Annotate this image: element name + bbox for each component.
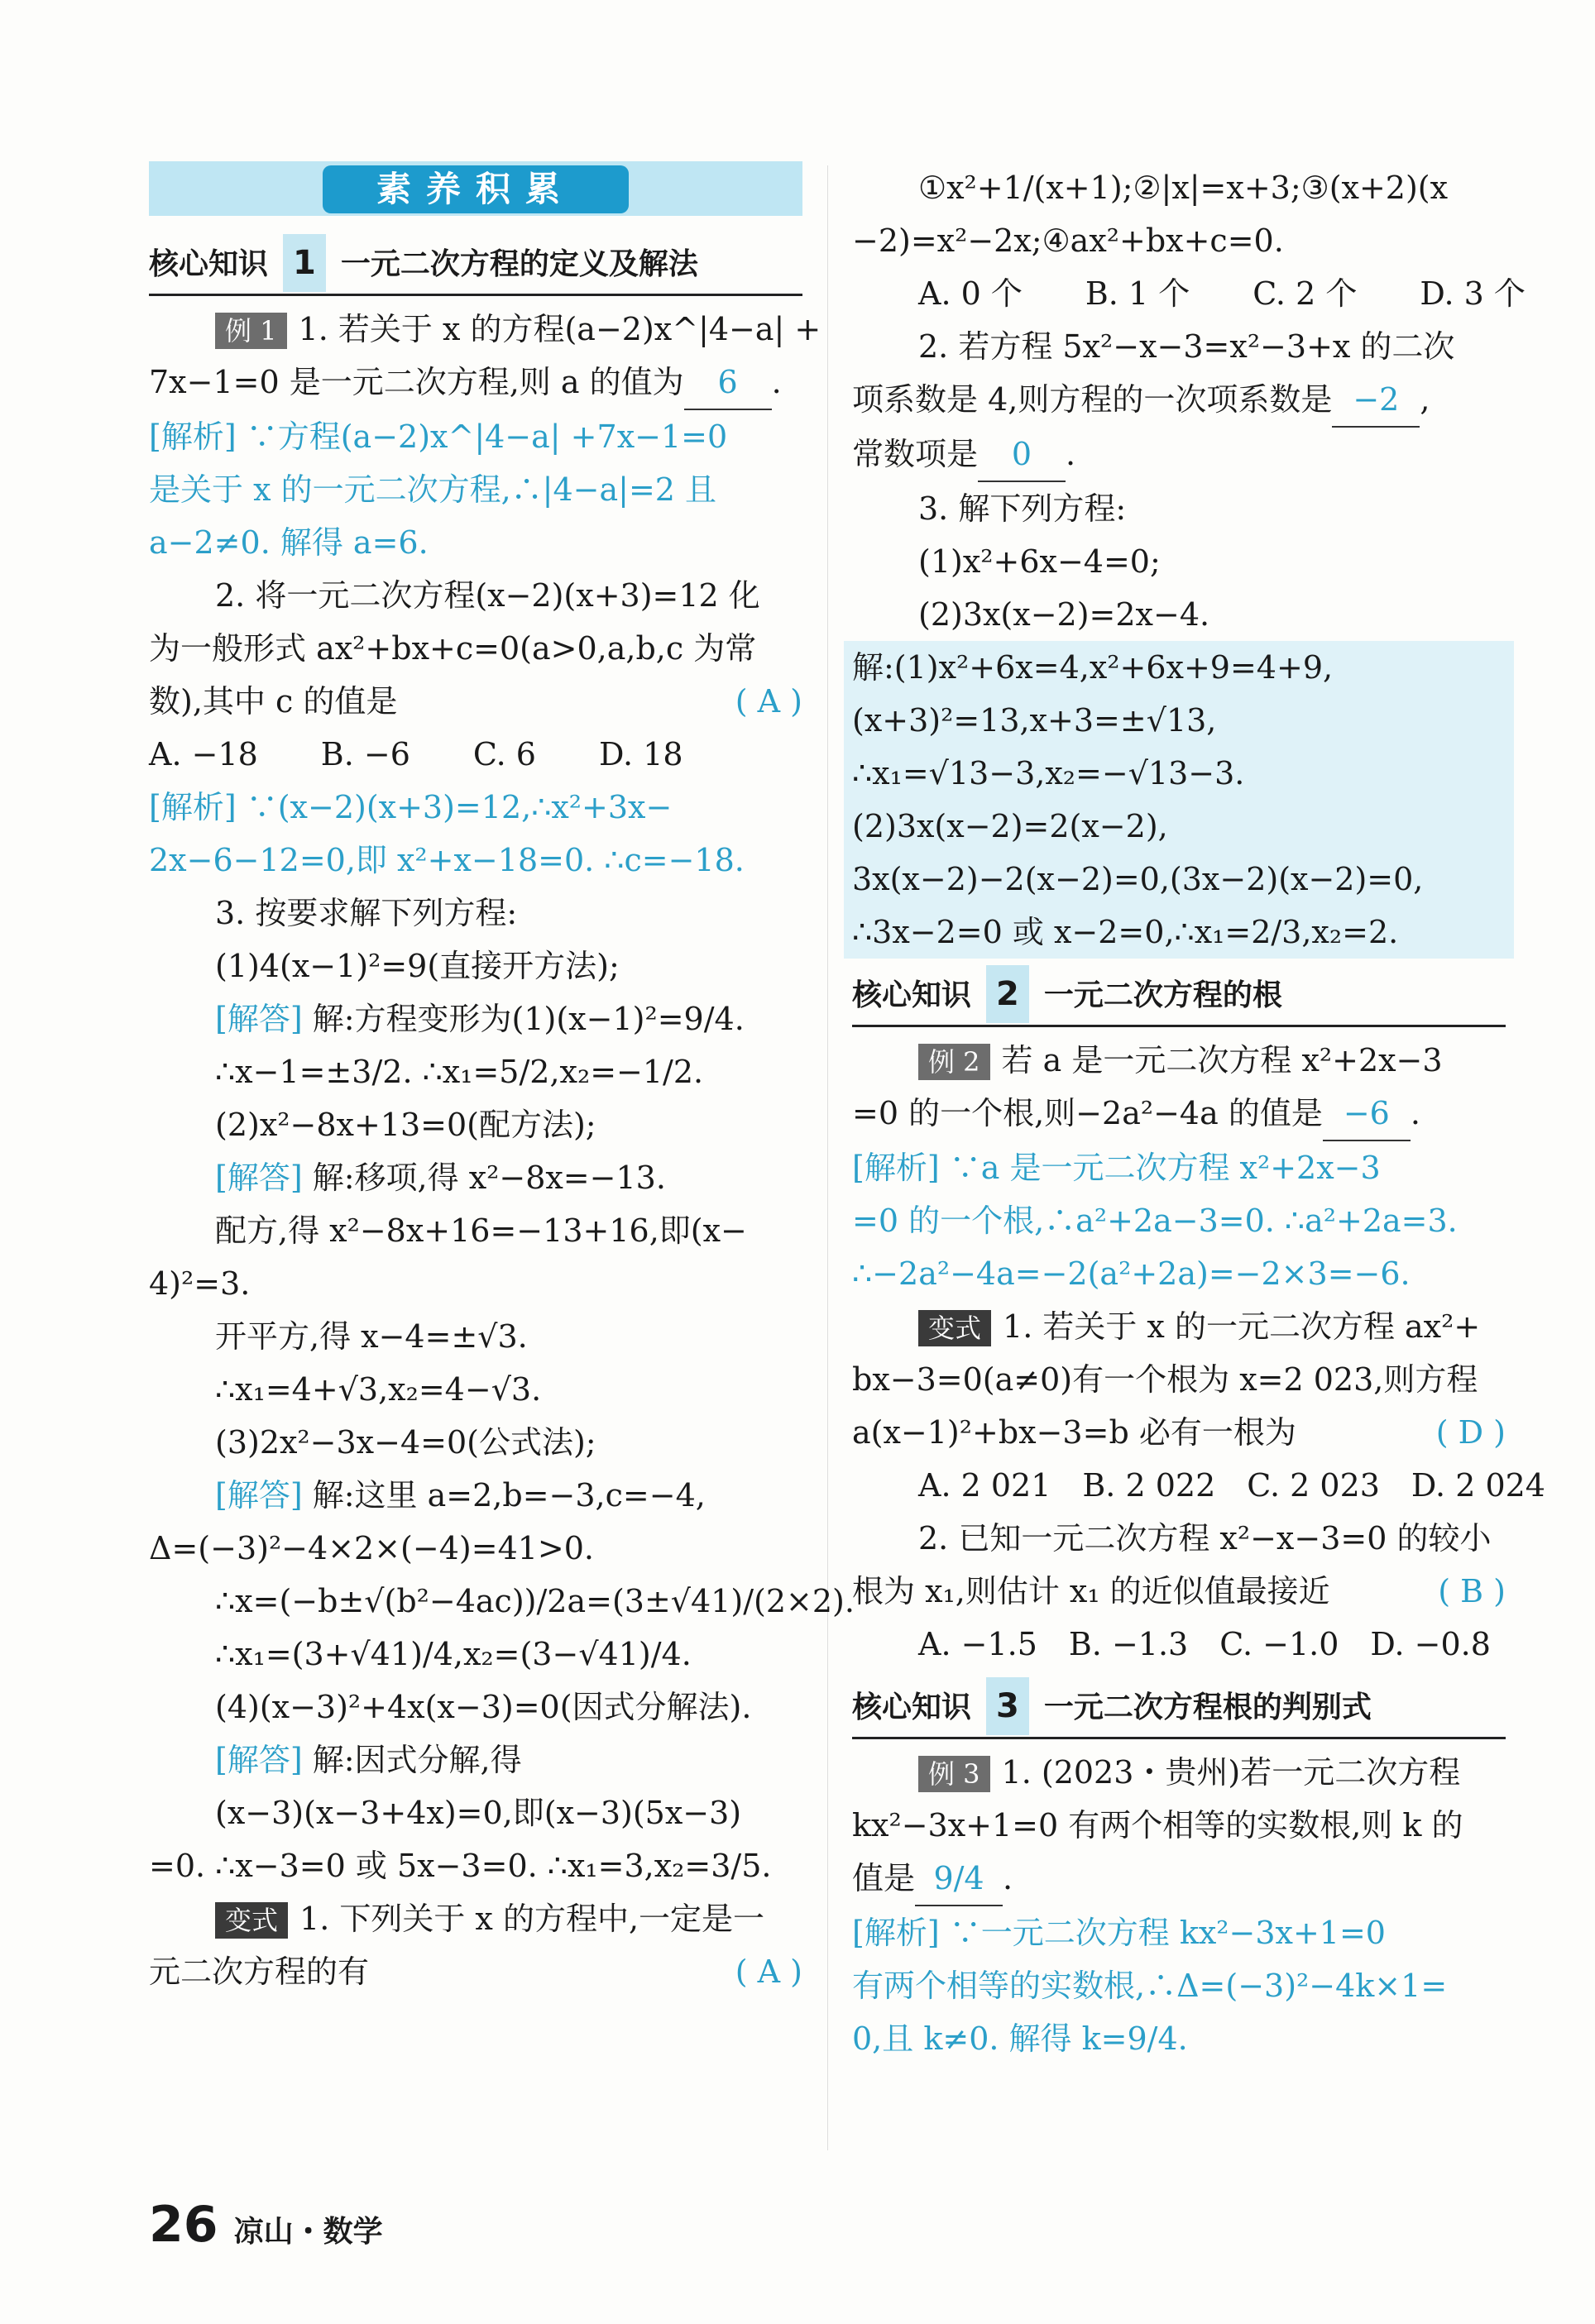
line-text: 值是 <box>852 1860 916 1896</box>
text-line <box>149 1204 802 1257</box>
analysis-line <box>852 1959 1506 2012</box>
line-text: 3. 按要求解下列方程: <box>215 895 518 931</box>
text-line <box>852 373 1506 428</box>
line-text: 0,且 k≠0. 解得 k=9/4. <box>852 2020 1188 2057</box>
line-text: (x+3)²=13,x+3=±√13, <box>852 702 1217 739</box>
text-line <box>149 303 821 356</box>
line-text: A. 2 021 B. 2 022 C. 2 023 D. 2 024 <box>918 1467 1545 1504</box>
line-text: 为一般形式 ax²+bx+c=0(a>0,a,b,c 为常 <box>149 630 757 667</box>
choice-answer: ( D ) <box>1435 1414 1506 1451</box>
line-text: 7x−1=0 是一元二次方程,则 a 的值为 <box>149 364 684 400</box>
section-title: 一元二次方程的定义及解法 <box>340 247 698 281</box>
line-text: ∴x₁=4+√3,x₂=4−√3. <box>215 1371 542 1408</box>
answer-label: [解答] <box>215 1477 303 1513</box>
line-text: 配方,得 x²−8x+16=−13+16,即(x− <box>215 1212 747 1249</box>
text-line <box>852 1300 1506 1353</box>
line-text: (2)x²−8x+13=0(配方法); <box>215 1107 596 1143</box>
text-line <box>852 1087 1506 1141</box>
answer-label: [解答] <box>215 1001 303 1037</box>
line-text: ∵a 是一元二次方程 x²+2x−3 <box>939 1150 1381 1186</box>
line-text: 解:(1)x²+6x=4,x²+6x+9=4+9, <box>852 649 1334 686</box>
line-text: 元二次方程的有 <box>149 1953 370 1990</box>
text-line <box>149 622 802 675</box>
punctuation: . <box>1066 436 1076 472</box>
book-title: 凉山・数学 <box>233 2215 383 2249</box>
text-line <box>149 1628 802 1681</box>
line-text: 3. 解下列方程: <box>918 490 1127 527</box>
text-line <box>149 1151 802 1204</box>
text-line <box>852 1799 1506 1852</box>
text-line <box>852 1034 1506 1087</box>
example-tag: 变式 <box>918 1310 991 1346</box>
line-text: ∵一元二次方程 kx²−3x+1=0 <box>939 1915 1386 1951</box>
line-text: 4)²=3. <box>149 1265 251 1302</box>
text-line <box>852 214 1506 267</box>
line-text: −2)=x²−2x;④ax²+bx+c=0. <box>852 222 1284 259</box>
text-line <box>149 569 802 622</box>
text-line <box>149 887 802 940</box>
text-line <box>149 1522 802 1575</box>
punctuation: . <box>771 364 782 400</box>
line-text: (1)x²+6x−4=0; <box>918 543 1161 580</box>
text-line <box>852 1512 1506 1565</box>
answer-label: [解析] <box>852 1150 940 1186</box>
line-text: 根为 x₁,则估计 x₁ 的近似值最接近 <box>852 1573 1330 1609</box>
section-number: 3 <box>986 1677 1029 1735</box>
line-text: ∵方程(a−2)x^|4−a| +7x−1=0 <box>236 418 728 455</box>
text-line <box>149 1098 802 1151</box>
analysis-line <box>852 1141 1506 1194</box>
line-text: 解:方程变形为(1)(x−1)²=9/4. <box>302 1001 745 1037</box>
text-line <box>852 482 1506 535</box>
analysis-line <box>149 834 802 887</box>
line-text: =0 的一个根,则−2a²−4a 的值是 <box>852 1095 1323 1131</box>
line-text: ∴x−1=±3/2. ∴x₁=5/2,x₂=−1/2. <box>215 1054 704 1090</box>
line-text: 解:因式分解,得 <box>302 1742 522 1778</box>
analysis-line <box>149 781 802 834</box>
line-text: 是关于 x 的一元二次方程,∴|4−a|=2 且 <box>149 471 717 508</box>
line-text: 1. 下列关于 x 的方程中,一定是一 <box>299 1901 765 1937</box>
fill-answer: −6 <box>1323 1087 1411 1141</box>
text-line <box>149 1310 802 1363</box>
line-text: =0 的一个根,∴a²+2a−3=0. ∴a²+2a=3. <box>852 1203 1458 1239</box>
text-line <box>149 1839 802 1892</box>
line-text: ∴−2a²−4a=−2(a²+2a)=−2×3=−6. <box>852 1255 1411 1292</box>
section-title: 一元二次方程的根 <box>1043 978 1282 1012</box>
text-line <box>852 1406 1506 1459</box>
text-line <box>149 1945 802 1998</box>
text-line <box>852 1618 1506 1671</box>
analysis-line <box>149 516 802 569</box>
text-line <box>149 940 802 992</box>
solution-line <box>844 747 1514 800</box>
text-line <box>852 588 1506 641</box>
line-text: 1. 若关于 x 的方程(a−2)x^|4−a| + <box>298 311 821 347</box>
text-line <box>149 1892 802 1945</box>
line-text: 2. 将一元二次方程(x−2)(x+3)=12 化 <box>215 577 760 614</box>
line-text: a−2≠0. 解得 a=6. <box>149 524 429 561</box>
line-text: 2. 若方程 5x²−x−3=x²−3+x 的二次 <box>918 328 1455 365</box>
solution-line <box>844 641 1514 694</box>
example-tag: 例 1 <box>215 313 287 349</box>
answer-label: [解析] <box>149 789 237 825</box>
text-line <box>852 1746 1506 1799</box>
page-footer <box>149 2196 383 2254</box>
analysis-line <box>852 1194 1506 1247</box>
text-line <box>149 1575 855 1628</box>
line-text: (3)2x²−3x−4=0(公式法); <box>215 1424 596 1461</box>
line-text: A. 0 个 B. 1 个 C. 2 个 D. 3 个 <box>918 275 1526 312</box>
solution-line <box>844 800 1514 853</box>
text-line <box>149 1733 802 1786</box>
answer-label: [解答] <box>215 1742 303 1778</box>
line-text: 若 a 是一元二次方程 x²+2x−3 <box>1001 1042 1443 1078</box>
text-line <box>149 1363 802 1416</box>
line-text: (x−3)(x−3+4x)=0,即(x−3)(5x−3) <box>215 1795 742 1831</box>
section-number: 1 <box>283 234 326 292</box>
choice-answer: ( A ) <box>735 1953 802 1990</box>
section-label: 核心知识 <box>852 1690 972 1724</box>
line-text: ①x²+1/(x+1);②|x|=x+3;③(x+2)(x <box>918 170 1449 206</box>
text-line <box>852 1459 1545 1512</box>
line-text: 1. (2023・贵州)若一元二次方程 <box>1001 1754 1461 1791</box>
analysis-line <box>149 463 802 516</box>
answer-label: [解答] <box>215 1160 303 1196</box>
solution-line <box>844 694 1514 747</box>
left-column <box>149 227 855 1998</box>
section-label: 核心知识 <box>149 247 269 281</box>
line-text: 常数项是 <box>852 436 979 472</box>
line-text: 1. 若关于 x 的一元二次方程 ax²+ <box>1003 1308 1481 1345</box>
section-header <box>852 965 1506 1027</box>
text-line <box>852 535 1506 588</box>
choice-answer: ( B ) <box>1438 1573 1506 1609</box>
line-text: =0. ∴x−3=0 或 5x−3=0. ∴x₁=3,x₂=3/5. <box>149 1848 772 1884</box>
line-text: a(x−1)²+bx−3=b 必有一根为 <box>852 1414 1296 1451</box>
answer-label: [解析] <box>149 418 237 455</box>
fill-answer: 9/4 <box>915 1852 1003 1906</box>
analysis-line <box>149 410 802 463</box>
line-text: ∴x₁=(3+√41)/4,x₂=(3−√41)/4. <box>215 1636 692 1672</box>
analysis-line <box>852 1247 1506 1300</box>
text-line <box>149 1681 802 1733</box>
punctuation: . <box>1410 1095 1420 1131</box>
section-header <box>852 1677 1506 1739</box>
section-number: 2 <box>986 965 1029 1023</box>
line-text: 解:这里 a=2,b=−3,c=−4, <box>302 1477 706 1513</box>
fill-answer: 0 <box>978 428 1066 482</box>
text-line <box>149 1469 802 1522</box>
analysis-line <box>852 2012 1506 2065</box>
column-divider <box>827 165 828 2150</box>
text-line <box>149 1045 802 1098</box>
example-tag: 例 3 <box>918 1756 990 1792</box>
line-text: 数),其中 c 的值是 <box>149 683 398 720</box>
analysis-line <box>852 1906 1506 1959</box>
line-text: 3x(x−2)−2(x−2)=0,(3x−2)(x−2)=0, <box>852 861 1424 897</box>
banner-title: 素养积累 <box>323 165 629 213</box>
line-text: (2)3x(x−2)=2(x−2), <box>852 808 1168 844</box>
text-line <box>149 1416 802 1469</box>
section-title: 一元二次方程根的判别式 <box>1043 1690 1372 1724</box>
text-line <box>149 1257 802 1310</box>
line-text: ∴x=(−b±√(b²−4ac))/2a=(3±√41)/(2×2). <box>215 1583 855 1619</box>
line-text: (2)3x(x−2)=2x−4. <box>918 596 1210 633</box>
line-text: 开平方,得 x−4=±√3. <box>215 1318 528 1355</box>
line-text: bx−3=0(a≠0)有一个根为 x=2 023,则方程 <box>852 1361 1478 1398</box>
text-line <box>852 428 1506 482</box>
fill-answer: −2 <box>1332 373 1420 428</box>
line-text: 有两个相等的实数根,∴Δ=(−3)²−4k×1= <box>852 1968 1448 2004</box>
line-text: (1)4(x−1)²=9(直接开方法); <box>215 948 620 984</box>
page-number: 26 <box>149 2196 218 2254</box>
line-text: kx²−3x+1=0 有两个相等的实数根,则 k 的 <box>852 1807 1463 1843</box>
line-text: ∴3x−2=0 或 x−2=0,∴x₁=2/3,x₂=2. <box>852 914 1399 950</box>
text-line <box>149 728 802 781</box>
text-line <box>852 161 1506 214</box>
text-line <box>852 320 1506 373</box>
text-line <box>149 356 802 410</box>
line-text: 2x−6−12=0,即 x²+x−18=0. ∴c=−18. <box>149 842 745 878</box>
text-line <box>852 1852 1506 1906</box>
line-text: 2. 已知一元二次方程 x²−x−3=0 的较小 <box>918 1520 1492 1557</box>
line-text: 解:移项,得 x²−8x=−13. <box>302 1160 666 1196</box>
right-column <box>852 161 1545 2065</box>
line-text: Δ=(−3)²−4×2×(−4)=41>0. <box>149 1530 595 1566</box>
solution-line <box>844 906 1514 959</box>
line-text: ∵(x−2)(x+3)=12,∴x²+3x− <box>236 789 673 825</box>
punctuation: . <box>1003 1860 1013 1896</box>
example-tag: 例 2 <box>918 1044 990 1080</box>
line-text: A. −18 B. −6 C. 6 D. 18 <box>149 736 683 772</box>
text-line <box>852 267 1526 320</box>
section-label: 核心知识 <box>852 978 972 1012</box>
text-line <box>852 1353 1506 1406</box>
text-line <box>852 1565 1506 1618</box>
section-header <box>149 234 802 296</box>
punctuation: , <box>1420 381 1430 418</box>
text-line <box>149 1786 802 1839</box>
line-text: 项系数是 4,则方程的一次项系数是 <box>852 381 1333 418</box>
choice-answer: ( A ) <box>735 683 802 720</box>
line-text: ∴x₁=√13−3,x₂=−√13−3. <box>852 755 1245 791</box>
example-tag: 变式 <box>215 1902 288 1939</box>
answer-label: [解析] <box>852 1915 940 1951</box>
line-text: A. −1.5 B. −1.3 C. −1.0 D. −0.8 <box>918 1626 1491 1662</box>
text-line <box>149 992 802 1045</box>
fill-answer: 6 <box>684 356 772 410</box>
line-text: (4)(x−3)²+4x(x−3)=0(因式分解法). <box>215 1689 752 1725</box>
text-line <box>149 675 802 728</box>
solution-line <box>844 853 1514 906</box>
